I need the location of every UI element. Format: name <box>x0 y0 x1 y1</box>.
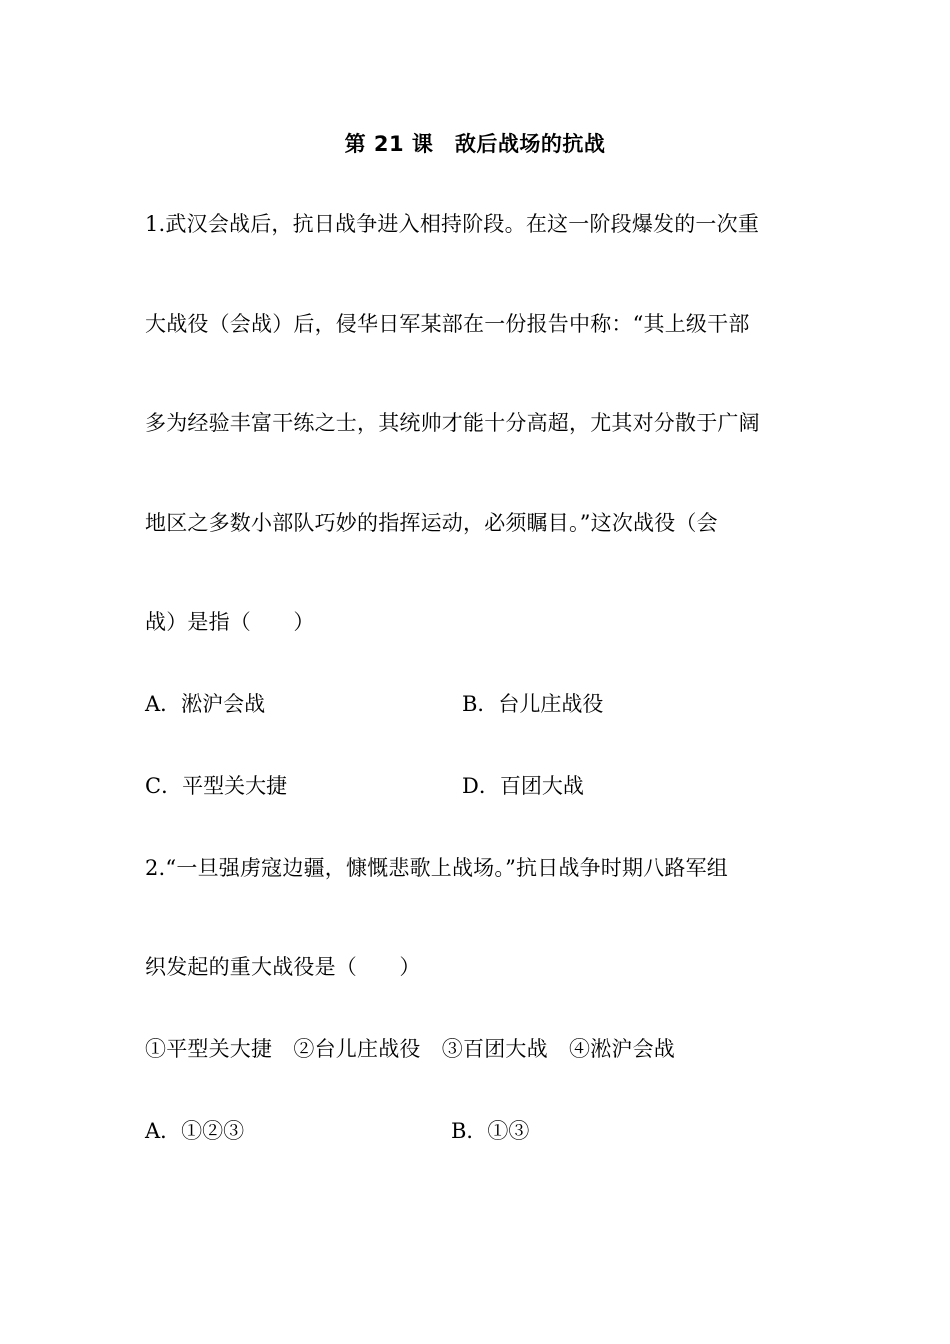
question-1-line-2: 大战役（会战）后，侵华日军某部在一份报告中称：“其上级干部 <box>145 312 750 336</box>
question-1-line-3: 多为经验丰富干练之士，其统帅才能十分高超，尤其对分散于广阔 <box>145 411 760 435</box>
question-1-option-d: D．百团大战 <box>462 774 584 798</box>
question-1-line-4: 地区之多数小部队巧妙的指挥运动，必须瞩目。”这次战役（会 <box>145 511 718 535</box>
question-2-option-a: A．①②③ <box>145 1119 245 1143</box>
question-1-option-b: B．台儿庄战役 <box>462 692 604 716</box>
question-2-items: ①平型关大捷 ②台儿庄战役 ③百团大战 ④淞沪会战 <box>145 1037 675 1061</box>
question-2-line-2: 织发起的重大战役是（ ） <box>145 955 421 979</box>
question-2-option-b: B．①③ <box>451 1119 530 1143</box>
question-1-option-a: A．淞沪会战 <box>145 692 266 716</box>
question-1-line-1: 1.武汉会战后，抗日战争进入相持阶段。在这一阶段爆发的一次重 <box>145 212 760 236</box>
question-1-line-5: 战）是指（ ） <box>145 610 315 634</box>
question-2-line-1: 2.“一旦强虏寇边疆，慷慨悲歌上战场。”抗日战争时期八路军组 <box>145 856 729 880</box>
lesson-title: 第 21 课 敌后战场的抗战 <box>344 132 606 156</box>
question-1-option-c: C．平型关大捷 <box>145 774 288 798</box>
